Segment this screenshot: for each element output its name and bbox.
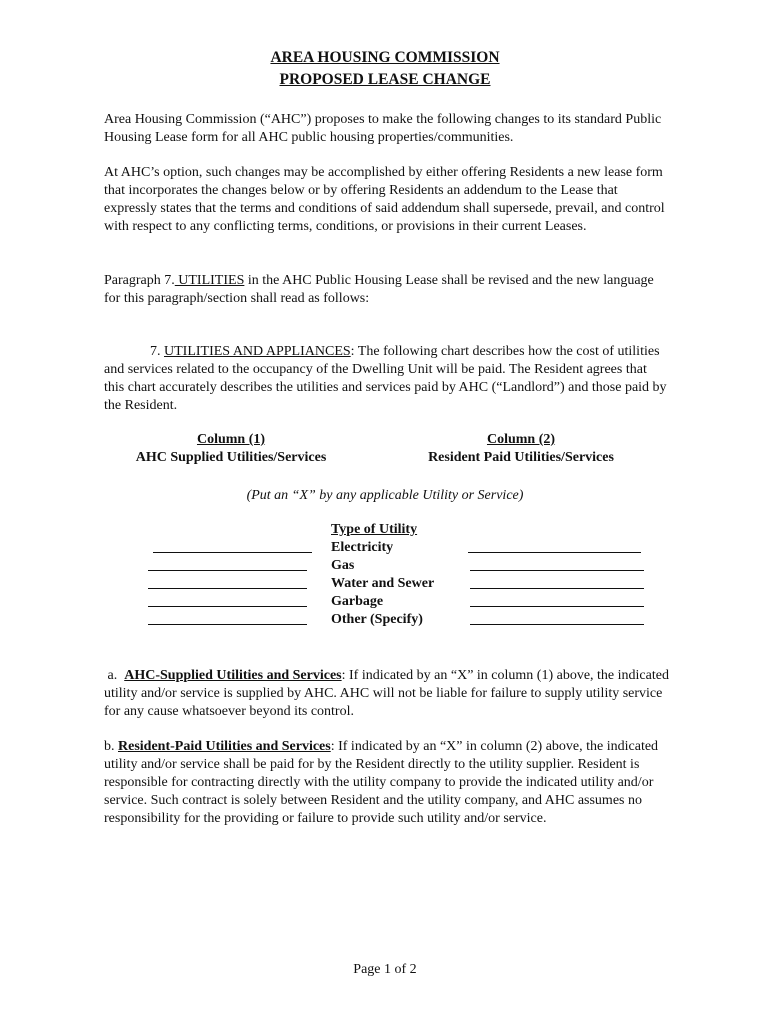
clause-a [104,667,670,721]
column-1-blank-other[interactable] [148,624,307,625]
section-7-paragraph [104,343,670,415]
paragraph-ref: Paragraph 7. [104,273,175,288]
document-title-line-1: AREA HOUSING COMMISSION [270,49,500,66]
column-2-blank-other[interactable] [470,624,644,625]
clause-a-prefix: a. [104,668,125,683]
clause-b-prefix: b. [104,739,118,754]
section-7-number: 7. [150,344,164,359]
column-2-header [391,431,651,467]
utility-other: Other (Specify) [331,612,423,627]
column-1-blank-water-sewer[interactable] [148,588,307,589]
column-1-blank-electricity[interactable] [153,552,312,553]
utility-type-list [331,521,434,629]
intro-paragraph-3 [104,272,670,308]
column-1-subtitle: AHC Supplied Utilities/Services [135,450,327,465]
column-1-blank-garbage[interactable] [148,606,307,607]
column-1-blank-gas[interactable] [148,570,307,571]
section-7-heading: UTILITIES AND APPLIANCES [164,344,351,359]
clause-a-text: : If indicated by an “X” in column (1) above, the indicated utility and/or service is supplied by AHC. AHC will not be liable for failure to supply utility service for any cause whatsoever beyond its control. [104,668,669,719]
clause-b-heading: Resident-Paid Utilities and Services [118,739,331,754]
clause-a-heading: AHC-Supplied Utilities and Services [124,668,342,683]
column-2-title: Column (2) [486,432,556,447]
clause-b-text: : If indicated by an “X” in column (2) above, the indicated utility and/or service shall be paid for by the Resident directly to the utility supplier. Resident is responsible for contracting directly with the utility company to provide the indicated utility and/or service. Such contract is solely between Resident and the utility company, and AHC assumes no responsibility for the providing or failure to provide such utility and/or service. [104,739,659,826]
column-2-blank-garbage[interactable] [470,606,644,607]
intro-paragraph-2: At AHC’s option, such changes may be accomplished by either offering Residents a new lease form that incorporates the changes below or by offering Residents an addendum to the Lease that expressly states that the terms and conditions of said addendum shall supersede, prevail, and control with respect to any conflicting terms, conditions, or provisions in their current Leases. [104,165,665,234]
column-1-header [101,431,361,467]
utilities-ref: UTILITIES [174,273,245,288]
column-2-blank-electricity[interactable] [468,552,641,553]
column-2-subtitle: Resident Paid Utilities/Services [428,450,614,465]
utility-electricity: Electricity [331,540,394,555]
intro-paragraph-1: Area Housing Commission (“AHC”) proposes to make the following changes to its standard Public Housing Lease form for all AHC public housing properties/communities. [104,112,662,145]
utility-water-sewer: Water and Sewer [331,576,435,591]
utility-gas: Gas [331,558,355,573]
page-number: Page 1 of 2 [353,962,417,977]
section-7-text: : The following chart describes how the cost of utilities and services related to the occupancy of the Dwelling Unit will be paid. The Resident agrees that this chart accurately describes the utilities and services paid by AHC (“Landlord”) and those paid by the Resident. [104,344,667,413]
paragraph-3-text: in the AHC Public Housing Lease shall be revised and the new language for this paragraph/section shall read as follows: [104,273,654,306]
clause-b [104,738,670,828]
column-1-title: Column (1) [196,432,266,447]
utility-type-header: Type of Utility [331,522,418,537]
document-title-line-2: PROPOSED LEASE CHANGE [279,71,491,88]
utility-garbage: Garbage [331,594,384,609]
chart-instruction: (Put an “X” by any applicable Utility or Service) [246,488,524,503]
column-2-blank-water-sewer[interactable] [470,588,644,589]
column-2-blank-gas[interactable] [470,570,644,571]
